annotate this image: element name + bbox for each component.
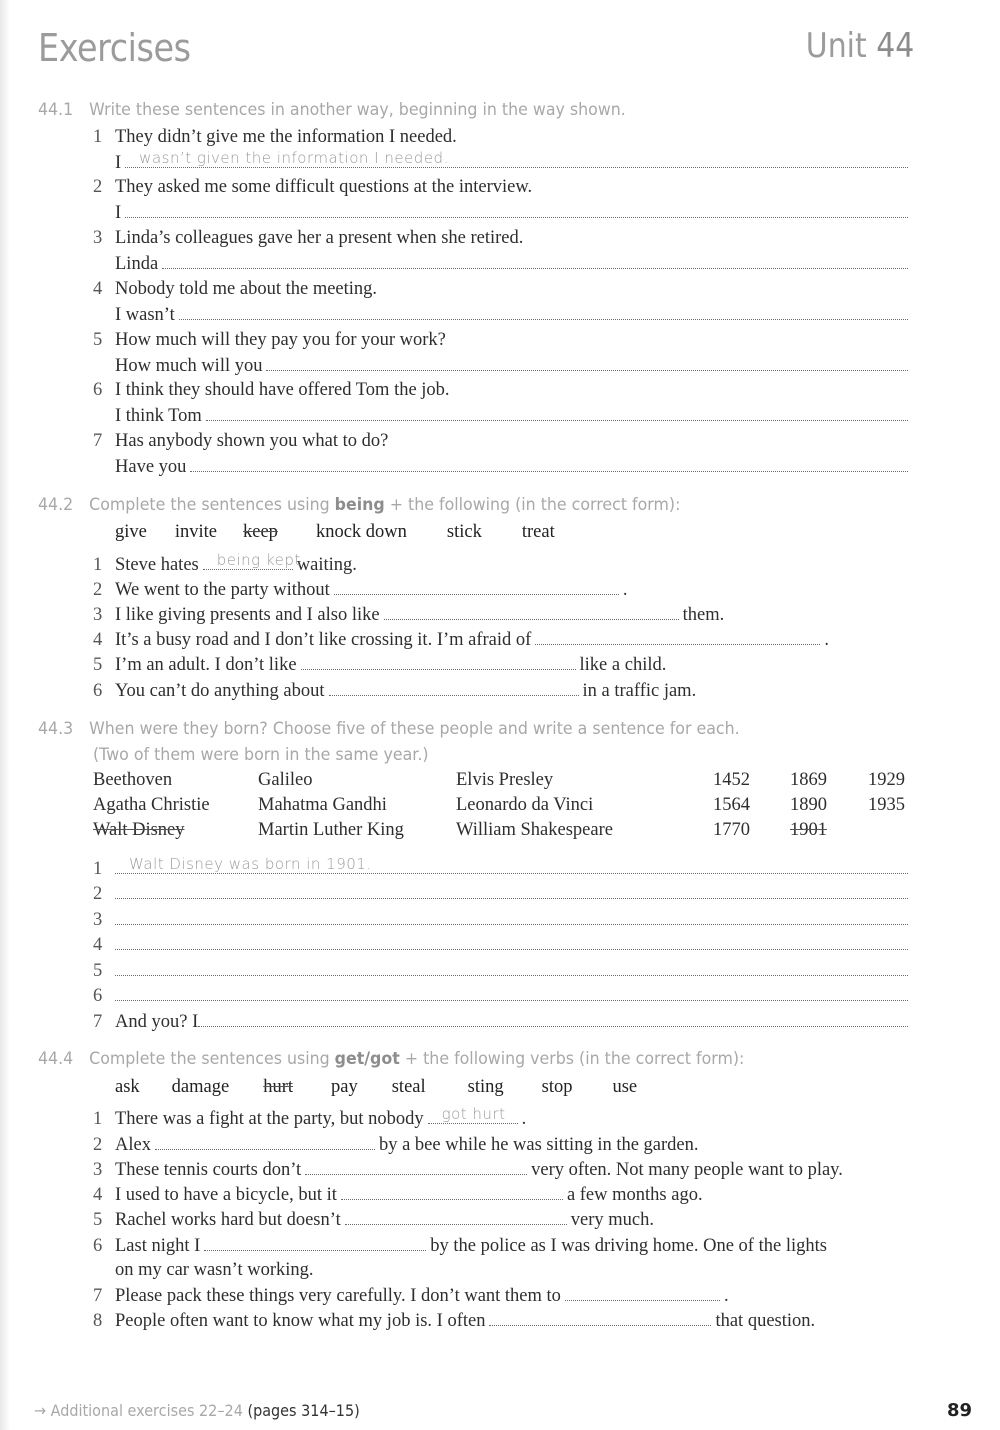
birth-year: 1935 (868, 795, 905, 815)
answer-line (93, 1011, 912, 1035)
sentence-after: them. (682, 605, 725, 625)
item-number: 5 (93, 1210, 103, 1230)
sentence-continuation: on my car wasn’t working. (115, 1260, 314, 1280)
answer-line (93, 909, 912, 933)
item-number: 4 (93, 935, 103, 955)
sentence-text: They asked me some difficult questions at the interview. (115, 177, 533, 197)
answer-blank[interactable] (115, 934, 908, 950)
word-box (115, 522, 555, 543)
answer-start: How much will you (115, 356, 263, 376)
word-option: treat (521, 522, 555, 542)
item-number: 2 (93, 884, 103, 904)
answer-line (115, 202, 912, 226)
sentence-before: I like giving presents and I also like (115, 605, 380, 625)
word-option: pay (331, 1077, 358, 1097)
answer-line (93, 883, 912, 907)
sentence-text: I think they should have offered Tom the job. (115, 380, 450, 400)
answer-line (115, 253, 912, 277)
item-number: 1 (93, 859, 103, 879)
page-reference: (pages 314–15) (247, 1401, 360, 1420)
answer-line (93, 960, 912, 984)
person-name: Mahatma Gandhi (258, 795, 387, 815)
exercise-heading-44-2 (38, 495, 680, 515)
sentence-before: I’m an adult. I don’t like (115, 655, 297, 675)
sentence-before: Please pack these things very carefully. I don’t want them to (115, 1286, 561, 1306)
exercise-instruction: When were they born? Choose five of these people and write a sentence for each. (89, 719, 740, 739)
answer-blank[interactable] (115, 855, 908, 874)
handwritten-answer: being kept (216, 551, 301, 569)
word-option: use (612, 1077, 638, 1097)
link-text: Additional exercises 22–24 (50, 1401, 243, 1420)
sentence-text: Has anybody shown you what to do? (115, 431, 389, 451)
sentence-text: Nobody told me about the meeting. (115, 279, 378, 299)
gap-fill-sentence (93, 551, 357, 578)
item-number: 3 (93, 1160, 103, 1180)
answer-blank[interactable] (198, 1011, 908, 1027)
item-number: 5 (93, 655, 103, 675)
birth-year: 1901 (790, 820, 827, 840)
instruction-text: + the following verbs (in the correct form): (399, 1049, 745, 1069)
item-number: 7 (93, 431, 103, 451)
person-name: Beethoven (93, 770, 173, 790)
answer-blank[interactable] (203, 551, 301, 570)
item-number: 1 (93, 555, 103, 575)
item-number: 8 (93, 1311, 103, 1331)
answer-blank[interactable] (329, 680, 579, 696)
answer-line (115, 355, 912, 379)
birth-year: 1452 (713, 770, 750, 790)
birth-year: 1770 (713, 820, 750, 840)
answer-line (93, 985, 912, 1009)
item-number: 2 (93, 1135, 103, 1155)
page-title: Exercises (38, 26, 191, 70)
sentence-before: Steve hates (115, 555, 199, 575)
word-option: keep (243, 522, 278, 542)
sentence-after: . (521, 1109, 527, 1129)
question-sentence (93, 228, 912, 252)
sentence-before: We went to the party without (115, 580, 330, 600)
sentence-before: Alex (115, 1135, 151, 1155)
item-number: 5 (93, 330, 103, 350)
gap-fill-sentence (93, 1159, 843, 1183)
exercise-heading-44-4 (38, 1049, 744, 1069)
item-number: 4 (93, 279, 103, 299)
item-number: 4 (93, 630, 103, 650)
sentence-after: by a bee while he was sitting in the garden. (378, 1135, 699, 1155)
item-number: 6 (93, 986, 103, 1006)
gap-fill-sentence (93, 1235, 827, 1259)
answer-blank[interactable] (266, 355, 908, 371)
word-option: invite (174, 522, 217, 542)
answer-blank[interactable] (155, 1134, 375, 1150)
exercise-number: 44.1 (38, 100, 74, 120)
word-option: hurt (263, 1077, 294, 1097)
birth-year: 1929 (868, 770, 905, 790)
question-sentence (93, 279, 912, 303)
gap-fill-sentence (93, 1105, 527, 1132)
additional-exercises-link[interactable] (34, 1401, 360, 1420)
gap-fill-sentence (93, 604, 724, 628)
sentence-after: like a child. (579, 655, 667, 675)
instruction-text: + the following (in the correct form): (384, 495, 681, 515)
answer-start: I (115, 203, 122, 223)
answer-blank[interactable] (115, 985, 908, 1001)
answer-blank[interactable] (535, 629, 820, 645)
answer-start: I wasn’t (115, 305, 175, 325)
answer-line (115, 149, 912, 176)
answer-blank[interactable] (206, 405, 908, 421)
handwritten-answer: wasn’t given the information I needed. (139, 149, 449, 167)
person-name: Martin Luther King (258, 820, 404, 840)
sentence-text: They didn’t give me the information I needed. (115, 127, 457, 147)
gap-fill-sentence (93, 579, 627, 603)
item-number: 6 (93, 681, 103, 701)
birth-year: 1890 (790, 795, 827, 815)
person-name: William Shakespeare (456, 820, 613, 840)
answer-blank[interactable] (125, 149, 908, 168)
item-number: 5 (93, 961, 103, 981)
unit-prefix: Unit (805, 26, 867, 66)
gap-fill-sentence (93, 1209, 654, 1233)
sentence-after: very much. (570, 1210, 654, 1230)
answer-line (93, 934, 912, 958)
sentence-before: You can’t do anything about (115, 681, 325, 701)
answer-line (115, 304, 912, 328)
arrow-right-icon: → (34, 1401, 47, 1420)
item-number: 1 (93, 1109, 103, 1129)
word-option: give (115, 522, 147, 542)
answer-blank[interactable] (301, 654, 576, 670)
answer-blank[interactable] (115, 909, 908, 925)
question-sentence (93, 431, 912, 455)
answer-line (115, 456, 912, 480)
gap-fill-sentence (93, 1285, 729, 1309)
item-number: 4 (93, 1185, 103, 1205)
instruction-keyword: being (334, 495, 385, 515)
sentence-after: very often. Not many people want to play. (531, 1160, 843, 1180)
sentence-before: Rachel works hard but doesn’t (115, 1210, 341, 1230)
gap-fill-sentence (93, 1184, 703, 1208)
sentence-text: Linda’s colleagues gave her a present when she retired. (115, 228, 524, 248)
item-number: 3 (93, 605, 103, 625)
exercise-number: 44.4 (38, 1049, 74, 1069)
sentence-after: that question. (715, 1311, 816, 1331)
person-name: Agatha Christie (93, 795, 210, 815)
exercise-number: 44.2 (38, 495, 74, 515)
birth-year: 1869 (790, 770, 827, 790)
exercise-heading-44-3 (38, 719, 740, 739)
sentence-before: Last night I (115, 1236, 201, 1256)
sentence-text: How much will they pay you for your work? (115, 330, 446, 350)
sentence-after: . (824, 630, 829, 650)
item-number: 7 (93, 1012, 103, 1032)
gap-fill-sentence (93, 629, 829, 653)
answer-blank[interactable] (179, 304, 908, 320)
word-option: stick (446, 522, 482, 542)
answer-blank[interactable] (428, 1105, 518, 1124)
item-number: 2 (93, 580, 103, 600)
exercise-number: 44.3 (38, 719, 74, 739)
answer-blank[interactable] (384, 604, 679, 620)
word-option: ask (115, 1077, 140, 1097)
item-number: 7 (93, 1286, 103, 1306)
answer-blank[interactable] (162, 253, 908, 269)
sentence-after: a few months ago. (566, 1185, 703, 1205)
unit-number: 44 (875, 26, 914, 66)
sentence-before: I used to have a bicycle, but it (115, 1185, 337, 1205)
sentence-after: . (723, 1286, 729, 1306)
gap-fill-sentence (93, 680, 696, 704)
word-option: damage (171, 1077, 230, 1097)
word-option: stop (541, 1077, 573, 1097)
answer-start: I think Tom (115, 406, 202, 426)
exercise-instruction: Write these sentences in another way, beginning in the way shown. (89, 100, 626, 120)
answer-blank[interactable] (115, 960, 908, 976)
sentence-after: waiting. (296, 555, 357, 575)
answer-blank[interactable] (341, 1184, 563, 1200)
person-name: Leonardo da Vinci (456, 795, 594, 815)
gap-fill-sentence (93, 1310, 815, 1334)
handwritten-answer: got hurt (441, 1105, 506, 1123)
answer-blank[interactable] (345, 1209, 567, 1225)
item-number: 6 (93, 380, 103, 400)
sentence-after: in a traffic jam. (582, 681, 697, 701)
page-edge-shadow (0, 0, 10, 1430)
instruction-keyword: get/got (334, 1049, 400, 1069)
answer-blank[interactable] (489, 1310, 711, 1326)
sentence-after: . (622, 580, 628, 600)
sentence-before: It’s a busy road and I don’t like crossing it. I’m afraid of (115, 630, 532, 650)
word-option: steal (391, 1077, 426, 1097)
question-sentence (93, 177, 912, 201)
answer-blank[interactable] (204, 1235, 426, 1251)
item-number: 3 (93, 228, 103, 248)
unit-label (805, 26, 914, 66)
sentence-before: There was a fight at the party, but nobody (115, 1109, 424, 1129)
answer-start: Have you (115, 457, 187, 477)
word-option: knock down (315, 522, 407, 542)
answer-prefix: And you? I (115, 1012, 199, 1032)
person-name: Galileo (258, 770, 313, 790)
answer-start: I (115, 153, 122, 173)
person-name: Walt Disney (93, 820, 185, 840)
sentence-before: These tennis courts don’t (115, 1160, 302, 1180)
answer-line (115, 405, 912, 429)
answer-blank[interactable] (125, 202, 908, 218)
question-sentence (93, 380, 912, 404)
item-number: 1 (93, 127, 103, 147)
gap-fill-sentence (93, 1134, 699, 1158)
exercise-instruction-note: (Two of them were born in the same year.) (93, 745, 429, 765)
page-number: 89 (946, 1400, 972, 1421)
answer-blank[interactable] (305, 1159, 527, 1175)
person-name: Elvis Presley (456, 770, 554, 790)
instruction-text: Complete the sentences using (89, 495, 335, 515)
word-box (115, 1077, 637, 1098)
word-option: sting (467, 1077, 504, 1097)
instruction-text: Complete the sentences using (89, 1049, 335, 1069)
answer-blank[interactable] (334, 579, 619, 595)
question-sentence (93, 330, 912, 354)
answer-blank[interactable] (190, 456, 908, 472)
birth-year: 1564 (713, 795, 750, 815)
item-number: 3 (93, 910, 103, 930)
answer-start: Linda (115, 254, 159, 274)
answer-blank[interactable] (565, 1285, 720, 1301)
answer-line (93, 855, 912, 882)
gap-fill-sentence (93, 654, 666, 678)
sentence-after: by the police as I was driving home. One of the lights (430, 1236, 827, 1256)
item-number: 6 (93, 1236, 103, 1256)
question-sentence (93, 127, 912, 151)
answer-blank[interactable] (115, 883, 908, 899)
item-number: 2 (93, 177, 103, 197)
exercise-heading-44-1 (38, 100, 626, 120)
sentence-before: People often want to know what my job is. I often (115, 1311, 486, 1331)
handwritten-answer: Walt Disney was born in 1901. (129, 855, 372, 873)
